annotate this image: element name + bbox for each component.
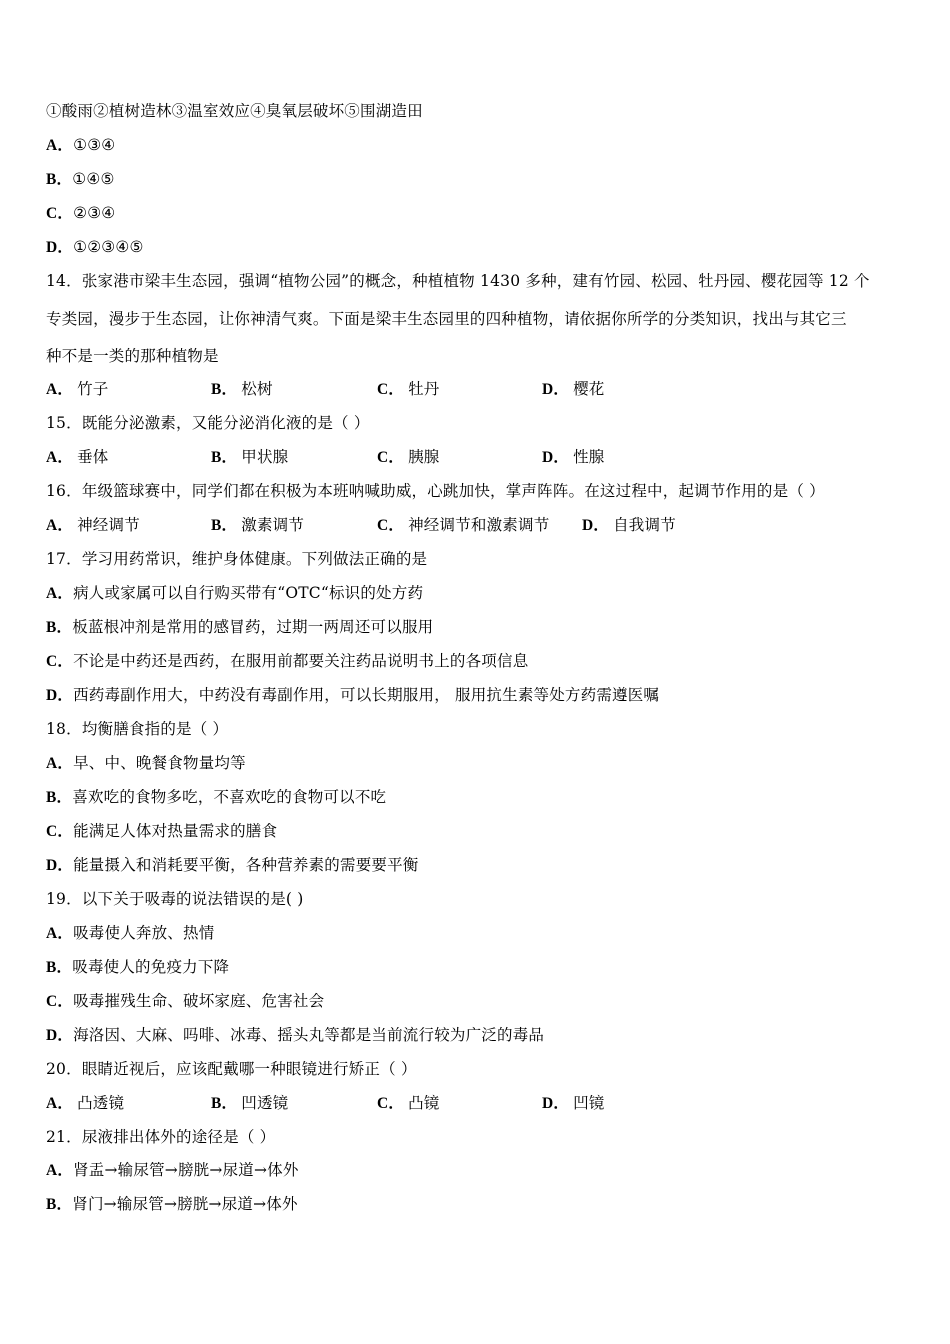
option-text: 能量摄入和消耗要平衡，各种营养素的需要要平衡 — [73, 856, 419, 874]
option-text: 竹子 — [77, 380, 109, 398]
question-text: 以下关于吸毒的说法错误的是( ) — [81, 890, 304, 908]
option-label: C． — [46, 653, 74, 670]
q15-option-b — [211, 443, 288, 471]
option-text: 吸毒使人奔放、热情 — [73, 924, 215, 942]
q14-stem-line-3 — [46, 342, 910, 370]
option-text: 樱花 — [573, 380, 605, 398]
question-text: 学习用药常识，维护身体健康。下列做法正确的是 — [81, 550, 428, 568]
option-text: 凸镜 — [408, 1094, 440, 1112]
question-number: 18． — [46, 720, 82, 738]
option-text: 甲状腺 — [241, 448, 289, 466]
option-text: 海洛因、大麻、吗啡、冰毒、摇头丸等都是当前流行较为广泛的毒品 — [73, 1026, 545, 1044]
q19-option-c — [46, 987, 910, 1015]
question-number: 15． — [46, 414, 82, 432]
option-text: ①②③④⑤ — [73, 238, 144, 256]
question-text: 专类园，漫步于生态园，让你神清气爽。下面是梁丰生态园里的四种植物，请依据你所学的分类知识，找出与其它三 — [46, 310, 847, 328]
option-label: A． — [46, 381, 74, 398]
q18-option-d — [46, 851, 910, 879]
option-label: D． — [542, 1095, 570, 1112]
q15-options-row — [46, 443, 910, 471]
question-text: 尿液排出体外的途径是（ ） — [81, 1128, 276, 1146]
q20-options-row — [46, 1089, 910, 1117]
q14-option-c — [377, 375, 440, 403]
question-number: 20． — [46, 1060, 82, 1078]
option-text: 肾盂→输尿管→膀胱→尿道→体外 — [73, 1161, 299, 1179]
q20-option-c — [377, 1089, 440, 1117]
q16-option-d — [582, 511, 676, 539]
option-text: 吸毒摧残生命、破坏家庭、危害社会 — [73, 992, 325, 1010]
option-text: 吸毒使人的免疫力下降 — [72, 958, 230, 976]
option-label: C． — [377, 449, 405, 466]
q14-option-a — [46, 375, 109, 403]
option-label: C． — [46, 205, 74, 222]
option-text: 凹镜 — [573, 1094, 605, 1112]
option-text: 胰腺 — [408, 448, 440, 466]
option-label: B． — [46, 1196, 73, 1213]
q14-stem-line-2 — [46, 305, 910, 333]
option-label: B． — [211, 1095, 238, 1112]
q16-option-b — [211, 511, 304, 539]
q16-option-a — [46, 511, 140, 539]
q13-stem-tail — [46, 97, 910, 125]
question-text: 年级篮球赛中，同学们都在积极为本班呐喊助威，心跳加快，掌声阵阵。在这过程中，起调节作用的是（ ） — [81, 482, 825, 500]
q19-option-b — [46, 953, 910, 981]
question-number: 16． — [46, 482, 82, 500]
option-label: A． — [46, 517, 74, 534]
option-label: C． — [46, 993, 74, 1010]
q16-options-row — [46, 511, 910, 539]
option-label: A． — [46, 1095, 74, 1112]
q18-option-b — [46, 783, 910, 811]
q14-option-d — [542, 375, 605, 403]
q19-option-a — [46, 919, 910, 947]
option-label: B． — [211, 381, 238, 398]
q15-option-d — [542, 443, 605, 471]
question-text: 张家港市梁丰生态园，强调“植物公园”的概念，种植植物 1430 多种，建有竹园、松园、牡丹园、樱花园等 12 个 — [81, 272, 870, 290]
q18-option-a — [46, 749, 910, 777]
option-label: A． — [46, 1162, 74, 1179]
q13-option-b — [46, 165, 910, 193]
option-label: A． — [46, 755, 74, 772]
q17-option-c — [46, 647, 910, 675]
option-label: B． — [46, 171, 73, 188]
option-text: 不论是中药还是西药，在服用前都要关注药品说明书上的各项信息 — [73, 652, 529, 670]
option-label: D． — [46, 1027, 74, 1044]
option-text: 西药毒副作用大，中药没有毒副作用，可以长期服用， 服用抗生素等处方药需遵医嘱 — [73, 686, 660, 704]
option-text: 自我调节 — [613, 516, 676, 534]
option-text: 牡丹 — [408, 380, 440, 398]
option-label: D． — [46, 857, 74, 874]
option-text: 松树 — [241, 380, 273, 398]
q18-option-c — [46, 817, 910, 845]
option-text: 板蓝根冲剂是常用的感冒药，过期一两周还可以服用 — [72, 618, 434, 636]
option-label: B． — [211, 517, 238, 534]
option-text: 激素调节 — [241, 516, 305, 534]
question-text: 眼睛近视后，应该配戴哪一种眼镜进行矫正（ ） — [81, 1060, 417, 1078]
option-label: D． — [46, 687, 74, 704]
q14-options-row — [46, 375, 910, 403]
question-text: 种不是一类的那种植物是 — [46, 347, 219, 365]
option-label: C． — [377, 1095, 405, 1112]
question-text: 既能分泌激素，又能分泌消化液的是（ ） — [81, 414, 370, 432]
q15-stem — [46, 409, 910, 437]
option-label: C． — [377, 381, 405, 398]
option-text: 病人或家属可以自行购买带有“OTC“标识的处方药 — [73, 584, 424, 602]
question-number: 21． — [46, 1128, 82, 1146]
option-text: 凸透镜 — [77, 1094, 125, 1112]
q21-stem — [46, 1123, 910, 1151]
q15-option-a — [46, 443, 109, 471]
option-label: B． — [46, 959, 73, 976]
q20-stem — [46, 1055, 910, 1083]
option-text: 喜欢吃的食物多吃，不喜欢吃的食物可以不吃 — [72, 788, 387, 806]
q13-stem-text: ①酸雨②植树造林③温室效应④臭氧层破坏⑤围湖造田 — [46, 102, 423, 120]
q14-option-b — [211, 375, 273, 403]
question-number: 17． — [46, 550, 82, 568]
q17-option-a — [46, 579, 910, 607]
option-text: 肾门→输尿管→膀胱→尿道→体外 — [72, 1195, 298, 1213]
q19-option-d — [46, 1021, 910, 1049]
option-label: B． — [211, 449, 238, 466]
option-text: 凹透镜 — [241, 1094, 289, 1112]
option-label: D． — [582, 517, 610, 534]
option-label: D． — [542, 449, 570, 466]
option-label: A． — [46, 585, 74, 602]
option-text: 性腺 — [573, 448, 605, 466]
question-number: 14． — [46, 272, 82, 290]
option-label: D． — [542, 381, 570, 398]
option-label: B． — [46, 789, 73, 806]
q17-stem — [46, 545, 910, 573]
q20-option-d — [542, 1089, 605, 1117]
option-text: ②③④ — [73, 204, 116, 222]
option-text: 神经调节和激素调节 — [408, 516, 550, 534]
option-label: C． — [46, 823, 74, 840]
q14-stem-line-1 — [46, 267, 910, 295]
option-text: 垂体 — [77, 448, 109, 466]
option-text: ①③④ — [73, 136, 116, 154]
q20-option-b — [211, 1089, 288, 1117]
q17-option-b — [46, 613, 910, 641]
option-text: 早、中、晚餐食物量均等 — [73, 754, 246, 772]
q21-option-b — [46, 1190, 910, 1218]
q18-stem — [46, 715, 910, 743]
q21-option-a — [46, 1156, 910, 1184]
q16-stem — [46, 477, 910, 505]
q19-stem — [46, 885, 910, 913]
question-text: 均衡膳食指的是（ ） — [81, 720, 229, 738]
q13-option-a — [46, 131, 910, 159]
q13-option-d — [46, 233, 910, 261]
q17-option-d — [46, 681, 910, 709]
option-label: A． — [46, 449, 74, 466]
option-text: 能满足人体对热量需求的膳食 — [73, 822, 278, 840]
option-label: B． — [46, 619, 73, 636]
option-label: C． — [377, 517, 405, 534]
q16-option-c — [377, 511, 549, 539]
option-label: D． — [46, 239, 74, 256]
option-text: 神经调节 — [77, 516, 140, 534]
q13-option-c — [46, 199, 910, 227]
q15-option-c — [377, 443, 440, 471]
q20-option-a — [46, 1089, 124, 1117]
question-number: 19． — [46, 890, 82, 908]
option-label: A． — [46, 137, 74, 154]
option-label: A． — [46, 925, 74, 942]
option-text: ①④⑤ — [72, 170, 115, 188]
